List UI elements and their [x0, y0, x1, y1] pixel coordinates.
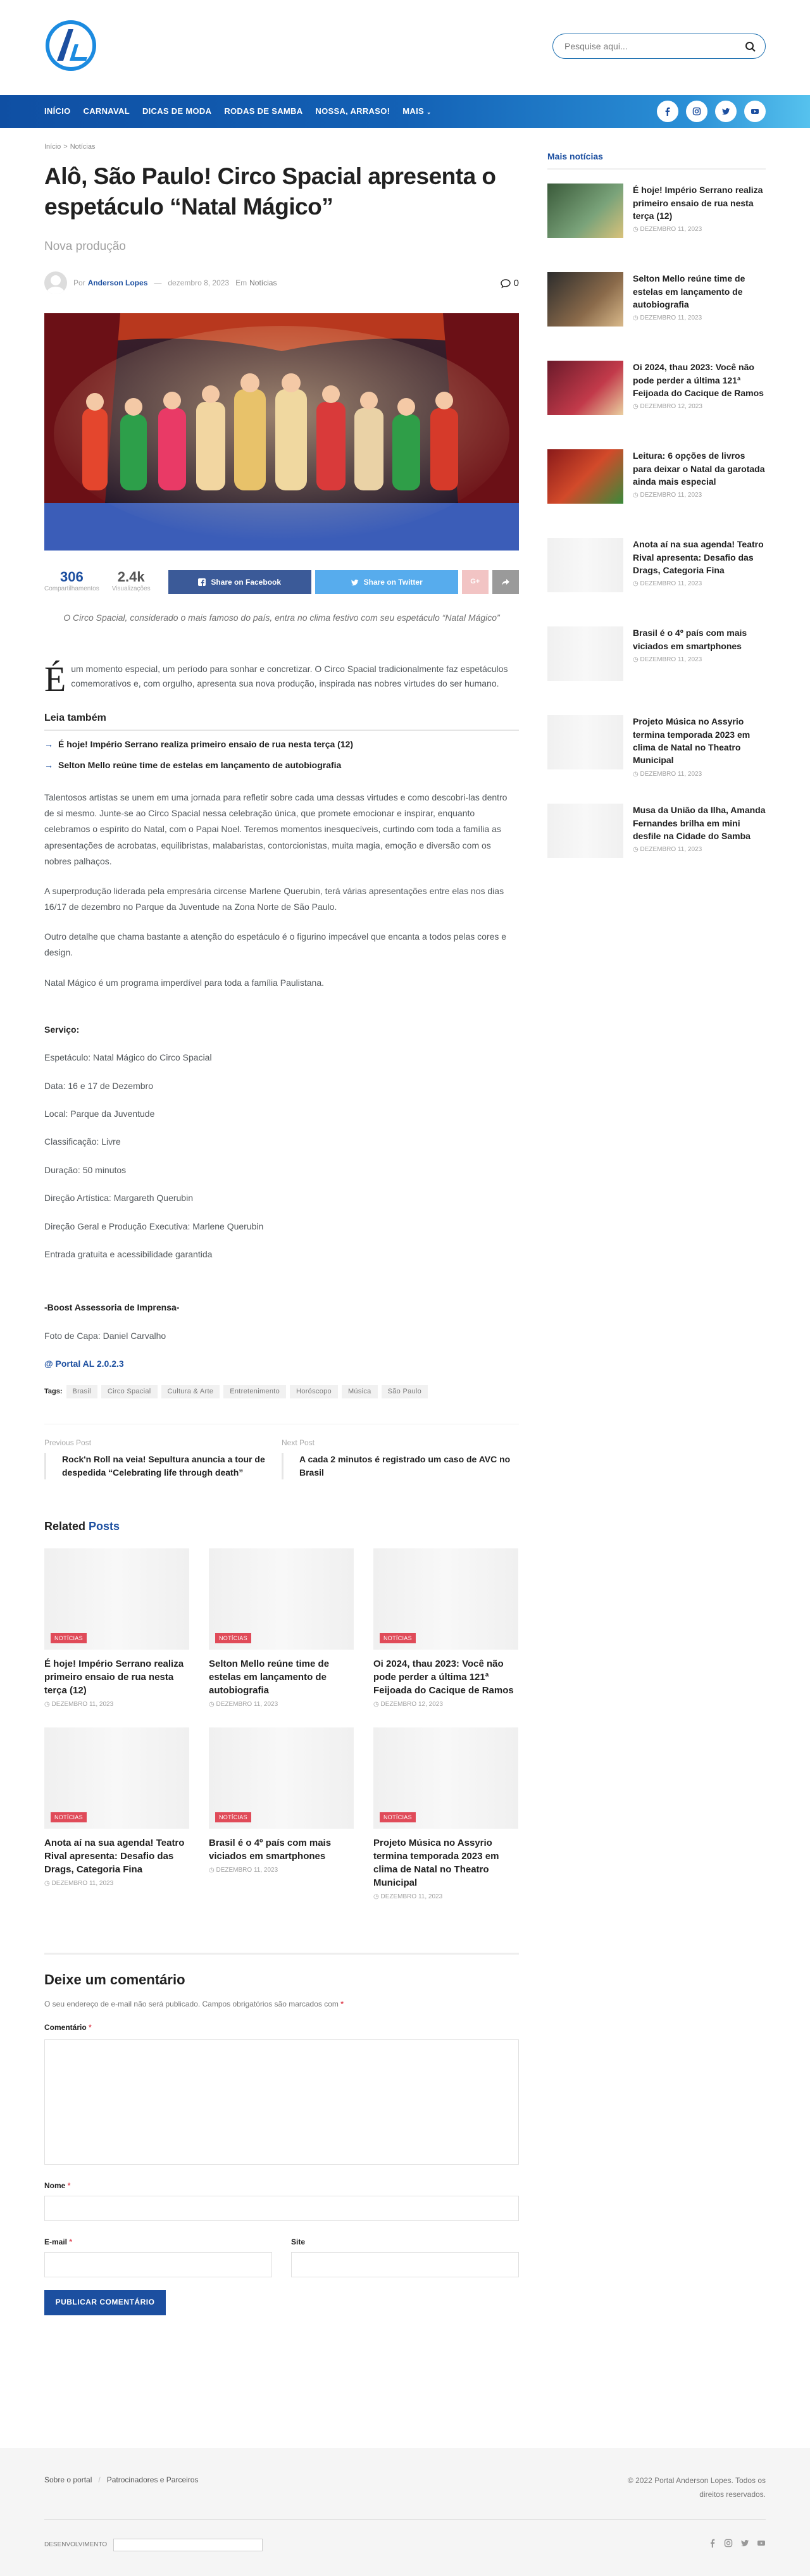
related-post-date-text: DEZEMBRO 11, 2023: [51, 1701, 114, 1708]
related-post-card[interactable]: [209, 1727, 354, 1902]
clock-icon: ◷: [633, 226, 640, 233]
copyright: © 2022 Portal Anderson Lopes. Todos os direitos reservados.: [627, 2476, 766, 2499]
related-post-title[interactable]: Projeto Música no Assyrio termina temporada 2023 em clima de Natal no Theatro Municipal: [373, 1838, 499, 1889]
required-star: *: [340, 2000, 344, 2009]
related-post-title[interactable]: Oi 2024, thau 2023: Você não pode perder a última 121ª Feijoada do Cacique de Ramos: [373, 1658, 514, 1696]
tag-item[interactable]: Cultura & Arte: [161, 1385, 220, 1399]
related-post-date: [373, 1700, 518, 1710]
comments-count[interactable]: [501, 276, 519, 291]
footer-social: [709, 2539, 766, 2548]
related-post-date-text: DEZEMBRO 11, 2023: [216, 1701, 278, 1708]
related-post-date: [44, 1700, 189, 1710]
comment-label-text: Comentário: [44, 2023, 87, 2032]
related-title-b: Posts: [89, 1520, 120, 1533]
related-post-title[interactable]: Anota aí na sua agenda! Teatro Rival apresenta: Desafio das Drags, Categoria Fina: [44, 1838, 185, 1876]
sidebar-news-date-text: DEZEMBRO 11, 2023: [640, 226, 702, 233]
facebook-icon[interactable]: [709, 2539, 716, 2548]
sidebar-news-title[interactable]: Musa da União da Ilha, Amanda Fernandes brilha em mini desfile na Cidade do Samba: [633, 805, 766, 841]
hero-image: [44, 313, 519, 551]
sidebar-news-title[interactable]: Selton Mello reúne time de estelas em lançamento de autobiografia: [633, 273, 745, 309]
in-label: Em: [235, 278, 247, 287]
article-body: [44, 790, 519, 991]
clock-icon: ◷: [633, 580, 640, 588]
related-post-title[interactable]: É hoje! Império Serrano realiza primeiro ensaio de rua nesta terça (12): [44, 1658, 184, 1696]
related-post-card[interactable]: [44, 1548, 189, 1710]
sidebar-news-thumbnail[interactable]: [547, 184, 623, 238]
next-post-label: Next Post: [282, 1438, 315, 1448]
sidebar-news-date: [633, 845, 766, 855]
article-intro: [44, 659, 519, 699]
search-input[interactable]: [552, 34, 766, 59]
related-post-date-text: DEZEMBRO 12, 2023: [380, 1701, 443, 1708]
site-input[interactable]: [291, 2252, 519, 2277]
shares-count: 306: [60, 569, 84, 585]
sidebar: [547, 149, 766, 878]
facebook-icon[interactable]: [657, 101, 678, 122]
comment-textarea[interactable]: [44, 2039, 519, 2165]
article-subtitle: Nova produção: [44, 239, 126, 253]
required-star: *: [67, 2181, 71, 2190]
related-post-thumbnail[interactable]: [373, 1727, 518, 1829]
service-line: Duração: 50 minutos: [44, 1164, 127, 1175]
related-post-thumbnail[interactable]: [209, 1548, 354, 1650]
previous-post-label: Previous Post: [44, 1438, 92, 1448]
clock-icon: ◷: [633, 314, 640, 322]
by-label: Por: [73, 278, 85, 287]
service-title: Serviço:: [44, 1024, 80, 1035]
related-post-date: [209, 1865, 354, 1876]
sidebar-news-date: [633, 313, 766, 323]
image-caption: O Circo Spacial, considerado o mais famoso do país, entra no clima festivo com seu espetáculo “Natal Mágico”: [63, 613, 500, 623]
sidebar-news-date: [633, 655, 766, 665]
sidebar-news-item[interactable]: [547, 272, 766, 347]
share-google-plus-button[interactable]: [462, 570, 489, 594]
related-post-title[interactable]: Selton Mello reúne time de estelas em lançamento de autobiografia: [209, 1658, 330, 1696]
related-post-title[interactable]: Brasil é o 4º país com mais viciados em smartphones: [209, 1838, 332, 1862]
sidebar-news-item[interactable]: [547, 449, 766, 524]
nav-rodas-de-samba[interactable]: RODAS DE SAMBA: [224, 106, 303, 116]
nav-nossa-arraso[interactable]: NOSSA, ARRASO!: [315, 106, 390, 116]
tag-item[interactable]: São Paulo: [382, 1385, 428, 1399]
intro-paragraph: um momento especial, um período para sonhar e concretizar. O Circo Spacial tradicionalmente faz espetáculos comemorativos e, com orgulho, apresenta sua nova produção, inspirada nas nobres virtudes do ser humano.: [71, 663, 508, 689]
circus-stage-image: [44, 313, 519, 551]
views-label: Visualizações: [111, 585, 151, 593]
tag-item[interactable]: Música: [342, 1385, 378, 1399]
twitter-icon[interactable]: [740, 2539, 749, 2548]
sidebar-news-title[interactable]: Anota aí na sua agenda! Teatro Rival apresenta: Desafio das Drags, Categoria Fina: [633, 539, 764, 575]
related-title-a: Related: [44, 1520, 86, 1533]
related-post-thumbnail[interactable]: [44, 1548, 189, 1650]
footer-link-sponsors[interactable]: Patrocinadores e Parceiros: [106, 2475, 199, 2484]
youtube-icon[interactable]: [744, 101, 766, 122]
share-bar: [44, 566, 519, 598]
service-line: Data: 16 e 17 de Dezembro: [44, 1080, 153, 1091]
service-line: Espetáculo: Natal Mágico do Circo Spacial: [44, 1052, 212, 1063]
sidebar-news-date-text: DEZEMBRO 11, 2023: [640, 314, 702, 322]
service-line: Classificação: Livre: [44, 1136, 121, 1147]
nav-mais-label: MAIS: [402, 106, 424, 116]
chevron-down-icon: ⌄: [426, 108, 432, 115]
related-post-card[interactable]: [209, 1548, 354, 1710]
sidebar-news-date-text: DEZEMBRO 11, 2023: [640, 656, 702, 663]
related-post-card[interactable]: [373, 1727, 518, 1902]
next-post[interactable]: [282, 1437, 519, 1479]
read-also-item[interactable]: [44, 737, 519, 751]
name-input[interactable]: [44, 2196, 519, 2221]
related-post-thumbnail[interactable]: [44, 1727, 189, 1829]
developer-label: DESENVOLVIMENTO: [44, 2541, 108, 2548]
sidebar-news-date-text: DEZEMBRO 11, 2023: [640, 846, 702, 854]
tag-item[interactable]: Horóscopo: [290, 1385, 338, 1399]
email-label-text: E-mail: [44, 2237, 68, 2246]
category-link[interactable]: Notícias: [249, 278, 277, 287]
service-line: Local: Parque da Juventude: [44, 1108, 155, 1119]
read-also-item-label: É hoje! Império Serrano realiza primeiro ensaio de rua nesta terça (12): [58, 739, 354, 750]
clock-icon: ◷: [209, 1701, 216, 1708]
portal-link[interactable]: @ Portal AL 2.0.2.3: [44, 1359, 124, 1369]
site-label: Site: [291, 2237, 306, 2246]
sidebar-news-title[interactable]: Oi 2024, thau 2023: Você não pode perder a última 121ª Feijoada do Cacique de Ramos: [633, 362, 764, 398]
breadcrumb-current[interactable]: Notícias: [70, 143, 96, 151]
service-line: Entrada gratuita e acessibilidade garantida: [44, 1248, 213, 1259]
service-info: [44, 1023, 519, 1371]
footer-link-about[interactable]: Sobre o portal: [44, 2475, 92, 2484]
sidebar-news-thumbnail[interactable]: [547, 715, 623, 769]
comment-icon: [501, 278, 511, 289]
arrow-right-icon: →: [44, 739, 53, 750]
developer-logo[interactable]: [113, 2539, 263, 2551]
read-also-item-label: Selton Mello reúne time de estelas em lançamento de autobiografia: [58, 759, 342, 770]
service-line: Direção Artística: Margareth Querubin: [44, 1193, 193, 1204]
tags-list: [44, 1385, 519, 1399]
sidebar-news-thumbnail[interactable]: [547, 361, 623, 415]
sidebar-news-date-text: DEZEMBRO 11, 2023: [640, 580, 702, 588]
instagram-icon[interactable]: [686, 101, 707, 122]
comment-form: [44, 1953, 519, 2315]
sidebar-news-thumbnail[interactable]: [547, 272, 623, 327]
youtube-icon[interactable]: [757, 2539, 766, 2548]
article-meta: [44, 270, 519, 296]
sidebar-news-date-text: DEZEMBRO 11, 2023: [640, 770, 702, 778]
clock-icon: ◷: [633, 403, 640, 411]
sidebar-news-date: [633, 579, 766, 589]
clock-icon: ◷: [373, 1701, 381, 1708]
category-badge[interactable]: NOTÍCIAS: [380, 1812, 416, 1822]
read-also-item[interactable]: [44, 758, 519, 772]
site-header: [0, 0, 810, 95]
related-post-card[interactable]: [44, 1727, 189, 1902]
nav-mais[interactable]: [396, 95, 437, 128]
nav-dicas-de-moda[interactable]: DICAS DE MODA: [142, 106, 212, 116]
meta-separator: —: [154, 278, 162, 287]
sidebar-news-thumbnail[interactable]: [547, 626, 623, 681]
previous-post[interactable]: [44, 1437, 282, 1479]
shares-stat: [44, 570, 99, 594]
service-line: Direção Geral e Produção Executiva: Marlene Querubin: [44, 1221, 264, 1231]
search-icon[interactable]: [745, 41, 756, 53]
related-post-date-text: DEZEMBRO 11, 2023: [216, 1867, 278, 1874]
required-star: *: [69, 2237, 73, 2246]
sidebar-news-date: [633, 490, 766, 501]
nav-carnaval[interactable]: CARNAVAL: [83, 106, 130, 116]
previous-post-title[interactable]: Rock'n Roll na veia! Sepultura anuncia a tour de despedida “Celebrating life through death”: [44, 1453, 282, 1479]
related-post-thumbnail[interactable]: [373, 1548, 518, 1650]
tag-item[interactable]: Entretenimento: [223, 1385, 286, 1399]
breadcrumb: [44, 142, 519, 153]
sidebar-news-date-text: DEZEMBRO 12, 2023: [640, 403, 702, 411]
author-link[interactable]: Anderson Lopes: [87, 278, 148, 287]
tag-item[interactable]: Circo Spacial: [101, 1385, 158, 1399]
related-post-date: [44, 1879, 189, 1889]
sidebar-news-item[interactable]: [547, 184, 766, 258]
category-badge[interactable]: NOTÍCIAS: [51, 1812, 87, 1822]
tag-item[interactable]: Brasil: [66, 1385, 97, 1399]
clock-icon: ◷: [44, 1701, 52, 1708]
shares-label: Compartilhamentos: [44, 585, 99, 593]
sidebar-news-title[interactable]: É hoje! Império Serrano realiza primeiro ensaio de rua nesta terça (12): [633, 185, 763, 221]
article-date: dezembro 8, 2023: [168, 278, 230, 287]
clock-icon: ◷: [633, 492, 640, 499]
arrow-right-icon: →: [44, 759, 53, 770]
press-credit: -Boost Assessoria de Imprensa-: [44, 1302, 180, 1313]
category-badge[interactable]: NOTÍCIAS: [380, 1633, 416, 1643]
sidebar-news-thumbnail[interactable]: [547, 804, 623, 858]
facebook-icon: [198, 578, 206, 586]
comments-number: 0: [513, 278, 519, 289]
views-stat: [112, 570, 151, 594]
clock-icon: ◷: [44, 1880, 52, 1888]
read-also-title: Leia também: [44, 710, 519, 731]
sidebar-news-thumbnail[interactable]: [547, 449, 623, 504]
search-placeholder: Pesquise aqui...: [564, 40, 628, 51]
clock-icon: ◷: [633, 770, 640, 778]
sidebar-news-date: [633, 769, 766, 780]
sidebar-news-title[interactable]: Brasil é o 4º país com mais viciados em smartphones: [633, 628, 747, 651]
footer-divider: [44, 2519, 766, 2520]
submit-comment-button[interactable]: PUBLICAR COMENTÁRIO: [44, 2290, 166, 2315]
category-badge[interactable]: NOTÍCIAS: [51, 1633, 87, 1643]
related-post-date-text: DEZEMBRO 11, 2023: [51, 1880, 114, 1888]
body-paragraph: Natal Mágico é um programa imperdível para toda a família Paulistana.: [44, 977, 324, 988]
sidebar-title: Mais notícias: [547, 149, 766, 170]
related-post-date-text: DEZEMBRO 11, 2023: [380, 1893, 443, 1901]
read-also-box: [44, 710, 519, 772]
body-paragraph: Talentosos artistas se unem em uma jornada para refletir sobre cada uma dessas virtudes e como descobri-las dentro de si mesmo. Junte-se ao Circo Spacial nessa celebração única, que promete emocionar e inspirar, enquanto celebramos o espírito do Natal, com o Papai Noel. Teremos momentos inesquecíveis, curtindo com toda a família as apresentações de acrobatas, equilibristas, malabaristas, contorcionistas, muita magia, emoção e diversão com os nobres palhaços.: [44, 792, 508, 866]
related-post-date: [209, 1700, 354, 1710]
comment-note: [44, 1998, 519, 2010]
photo-credit: Foto de Capa: Daniel Carvalho: [44, 1330, 166, 1341]
main-nav: [0, 95, 810, 128]
share-more-button[interactable]: [492, 570, 519, 594]
related-post-thumbnail[interactable]: [209, 1727, 354, 1829]
sidebar-news-thumbnail[interactable]: [547, 538, 623, 592]
clock-icon: ◷: [209, 1867, 216, 1874]
name-label: [44, 2180, 519, 2192]
share-twitter-label: Share on Twitter: [363, 577, 423, 587]
email-input[interactable]: [44, 2252, 272, 2277]
instagram-icon[interactable]: [724, 2539, 733, 2548]
sidebar-news-item[interactable]: [547, 538, 766, 613]
twitter-icon[interactable]: [715, 101, 737, 122]
site-logo[interactable]: [44, 19, 97, 72]
related-post-date: [373, 1892, 518, 1902]
share-twitter-button[interactable]: [315, 570, 458, 594]
next-post-title[interactable]: A cada 2 minutos é registrado um caso de AVC no Brasil: [282, 1453, 519, 1479]
article-main: [44, 142, 519, 2315]
developer-credit: [44, 2539, 263, 2551]
category-badge[interactable]: NOTÍCIAS: [215, 1633, 251, 1643]
tags-label: Tags:: [44, 1387, 63, 1395]
body-paragraph: A superprodução liderada pela empresária circense Marlene Querubin, terá várias apresentações entre elas nos dias 16/17 de dezembro no Parque da Juventude na Zona Norte de São Paulo.: [44, 885, 504, 912]
related-post-card[interactable]: [373, 1548, 518, 1710]
sidebar-news-item[interactable]: [547, 626, 766, 701]
sidebar-news-date: [633, 402, 766, 412]
sidebar-news-title[interactable]: Projeto Música no Assyrio termina temporada 2023 em clima de Natal no Theatro Municipal: [633, 716, 751, 766]
twitter-icon: [351, 578, 359, 587]
clock-icon: ◷: [633, 656, 640, 663]
post-navigation: [44, 1424, 519, 1479]
sidebar-news-item[interactable]: [547, 804, 766, 878]
sidebar-news-date-text: DEZEMBRO 11, 2023: [640, 492, 702, 499]
site-footer: [0, 2448, 810, 2576]
breadcrumb-separator: >: [63, 143, 68, 151]
article-title: Alô, São Paulo! Circo Spacial apresenta o espetáculo “Natal Mágico”: [44, 163, 496, 220]
sidebar-news-item[interactable]: [547, 715, 766, 790]
breadcrumb-home[interactable]: Início: [44, 143, 61, 151]
google-plus-icon: G+: [470, 578, 480, 586]
views-count: 2.4k: [117, 569, 145, 585]
name-label-text: Nome: [44, 2181, 66, 2190]
related-posts-title: [44, 1517, 519, 1536]
related-posts: [44, 1517, 519, 1902]
comment-label: [44, 2022, 519, 2034]
share-facebook-button[interactable]: [168, 570, 311, 594]
nav-inicio[interactable]: INÍCIO: [44, 106, 71, 116]
body-paragraph: Outro detalhe que chama bastante a atenção do espetáculo é o figurino impecável que encanta a todos pelas cores e design.: [44, 931, 507, 958]
sidebar-news-date: [633, 225, 766, 235]
clock-icon: ◷: [633, 846, 640, 854]
comment-form-title: Deixe um comentário: [44, 1972, 185, 1988]
share-icon: [501, 578, 510, 587]
required-star: *: [89, 2023, 92, 2032]
comment-note-text: O seu endereço de e-mail não será publicado. Campos obrigatórios são marcados com: [44, 2000, 339, 2009]
sidebar-news-item[interactable]: [547, 361, 766, 435]
sidebar-news-title[interactable]: Leitura: 6 opções de livros para deixar o Natal da garotada ainda mais especial: [633, 451, 765, 487]
category-badge[interactable]: NOTÍCIAS: [215, 1812, 251, 1822]
email-label: [44, 2236, 272, 2248]
share-facebook-label: Share on Facebook: [211, 577, 282, 587]
dropcap-letter: É: [44, 659, 66, 699]
clock-icon: ◷: [373, 1893, 381, 1901]
author-avatar[interactable]: [44, 271, 67, 294]
footer-separator: /: [98, 2475, 101, 2484]
